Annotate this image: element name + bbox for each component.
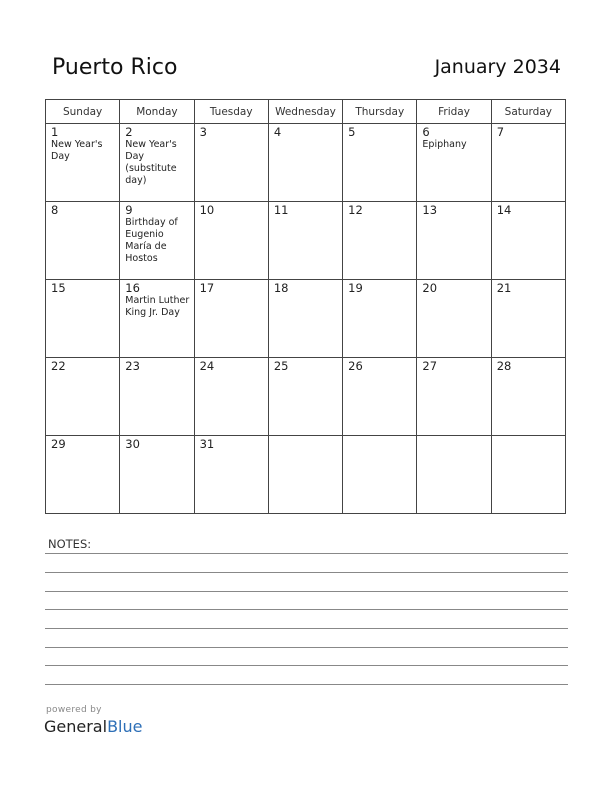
day-number: 14 xyxy=(496,203,512,217)
day-cell[interactable] xyxy=(491,202,565,280)
holiday-label: Martin Luther King Jr. Day xyxy=(125,295,190,318)
weekday-header: Friday xyxy=(417,100,491,124)
day-number xyxy=(492,436,565,438)
day-number xyxy=(269,436,342,438)
holiday-label: Epiphany xyxy=(422,139,467,150)
day-number: 21 xyxy=(496,281,512,295)
day-cell[interactable] xyxy=(417,436,491,514)
day-number: 20 xyxy=(422,281,438,295)
weekday-header: Saturday xyxy=(491,100,565,124)
day-cell[interactable] xyxy=(120,436,194,514)
day-cell[interactable] xyxy=(268,358,342,436)
day-number xyxy=(343,436,416,438)
day-number: 29 xyxy=(51,437,66,451)
day-cell[interactable] xyxy=(194,280,268,358)
day-cell[interactable] xyxy=(46,358,120,436)
day-number: 16 xyxy=(125,281,140,295)
day-number: 17 xyxy=(199,281,215,295)
day-number xyxy=(417,436,490,438)
holiday-label: New Year's Day xyxy=(51,139,103,162)
day-cell[interactable] xyxy=(268,436,342,514)
day-cell[interactable] xyxy=(491,124,565,202)
week-row xyxy=(46,436,566,514)
day-number: 7 xyxy=(496,125,505,139)
day-number: 5 xyxy=(348,125,356,139)
day-number: 26 xyxy=(348,359,363,373)
calendar-grid xyxy=(45,99,566,514)
powered-by-text: powered by xyxy=(46,705,102,715)
week-row xyxy=(46,124,566,202)
day-cell[interactable] xyxy=(268,202,342,280)
day-cell[interactable] xyxy=(343,124,417,202)
day-number: 10 xyxy=(199,203,215,217)
day-cell[interactable] xyxy=(268,124,342,202)
note-line xyxy=(45,665,568,666)
day-number: 2 xyxy=(125,125,133,139)
note-line xyxy=(45,572,568,573)
notes-label: NOTES: xyxy=(48,537,92,551)
week-row xyxy=(46,202,566,280)
brand-blue: Blue xyxy=(107,717,143,736)
weekday-header: Wednesday xyxy=(268,100,342,124)
day-cell[interactable] xyxy=(46,436,120,514)
country-title: Puerto Rico xyxy=(52,55,178,80)
month-year-title: January 2034 xyxy=(434,56,561,78)
day-cell[interactable] xyxy=(194,358,268,436)
day-number: 25 xyxy=(273,359,289,373)
day-number: 11 xyxy=(273,203,289,217)
day-cell[interactable] xyxy=(491,280,565,358)
day-cell[interactable] xyxy=(46,124,120,202)
day-cell[interactable] xyxy=(120,280,194,358)
day-number: 30 xyxy=(125,437,140,451)
day-number: 27 xyxy=(422,359,438,373)
note-line xyxy=(45,647,568,648)
day-cell[interactable] xyxy=(343,202,417,280)
note-line xyxy=(45,591,568,592)
day-cell[interactable] xyxy=(343,280,417,358)
day-cell[interactable] xyxy=(491,436,565,514)
day-cell[interactable] xyxy=(417,202,491,280)
note-line xyxy=(45,684,568,685)
weekday-header: Monday xyxy=(120,100,194,124)
day-number: 15 xyxy=(51,281,66,295)
day-number: 12 xyxy=(348,203,363,217)
day-number: 18 xyxy=(273,281,289,295)
brand-general: General xyxy=(44,717,108,736)
day-cell[interactable] xyxy=(46,202,120,280)
day-number: 31 xyxy=(199,437,215,451)
note-line xyxy=(45,553,568,554)
day-cell[interactable] xyxy=(491,358,565,436)
day-number: 24 xyxy=(199,359,215,373)
holiday-label: New Year's Day (substitute day) xyxy=(125,139,177,186)
weekday-header-row xyxy=(46,100,566,124)
day-cell[interactable] xyxy=(417,358,491,436)
day-cell[interactable] xyxy=(46,280,120,358)
day-cell[interactable] xyxy=(120,358,194,436)
day-cell[interactable] xyxy=(120,202,194,280)
week-row xyxy=(46,280,566,358)
week-row xyxy=(46,358,566,436)
day-number: 23 xyxy=(125,359,140,373)
brand-logo[interactable] xyxy=(44,717,142,736)
day-cell[interactable] xyxy=(120,124,194,202)
day-number: 3 xyxy=(199,125,207,139)
day-cell[interactable] xyxy=(194,124,268,202)
weekday-header: Thursday xyxy=(343,100,417,124)
note-line xyxy=(45,609,568,610)
day-number: 19 xyxy=(348,281,363,295)
day-number: 13 xyxy=(422,203,438,217)
weekday-header: Sunday xyxy=(46,100,120,124)
day-number: 4 xyxy=(273,125,282,139)
day-number: 8 xyxy=(51,203,59,217)
day-cell[interactable] xyxy=(343,358,417,436)
note-line xyxy=(45,628,568,629)
day-number: 28 xyxy=(496,359,512,373)
day-cell[interactable] xyxy=(343,436,417,514)
weekday-header: Tuesday xyxy=(194,100,268,124)
day-number: 9 xyxy=(125,203,133,217)
day-number: 1 xyxy=(51,125,59,139)
day-number: 6 xyxy=(422,125,430,139)
day-cell[interactable] xyxy=(417,280,491,358)
day-cell[interactable] xyxy=(194,202,268,280)
holiday-label: Birthday of Eugenio María de Hostos xyxy=(125,217,178,264)
day-cell[interactable] xyxy=(417,124,491,202)
day-cell[interactable] xyxy=(268,280,342,358)
day-number: 22 xyxy=(51,359,66,373)
day-cell[interactable] xyxy=(194,436,268,514)
